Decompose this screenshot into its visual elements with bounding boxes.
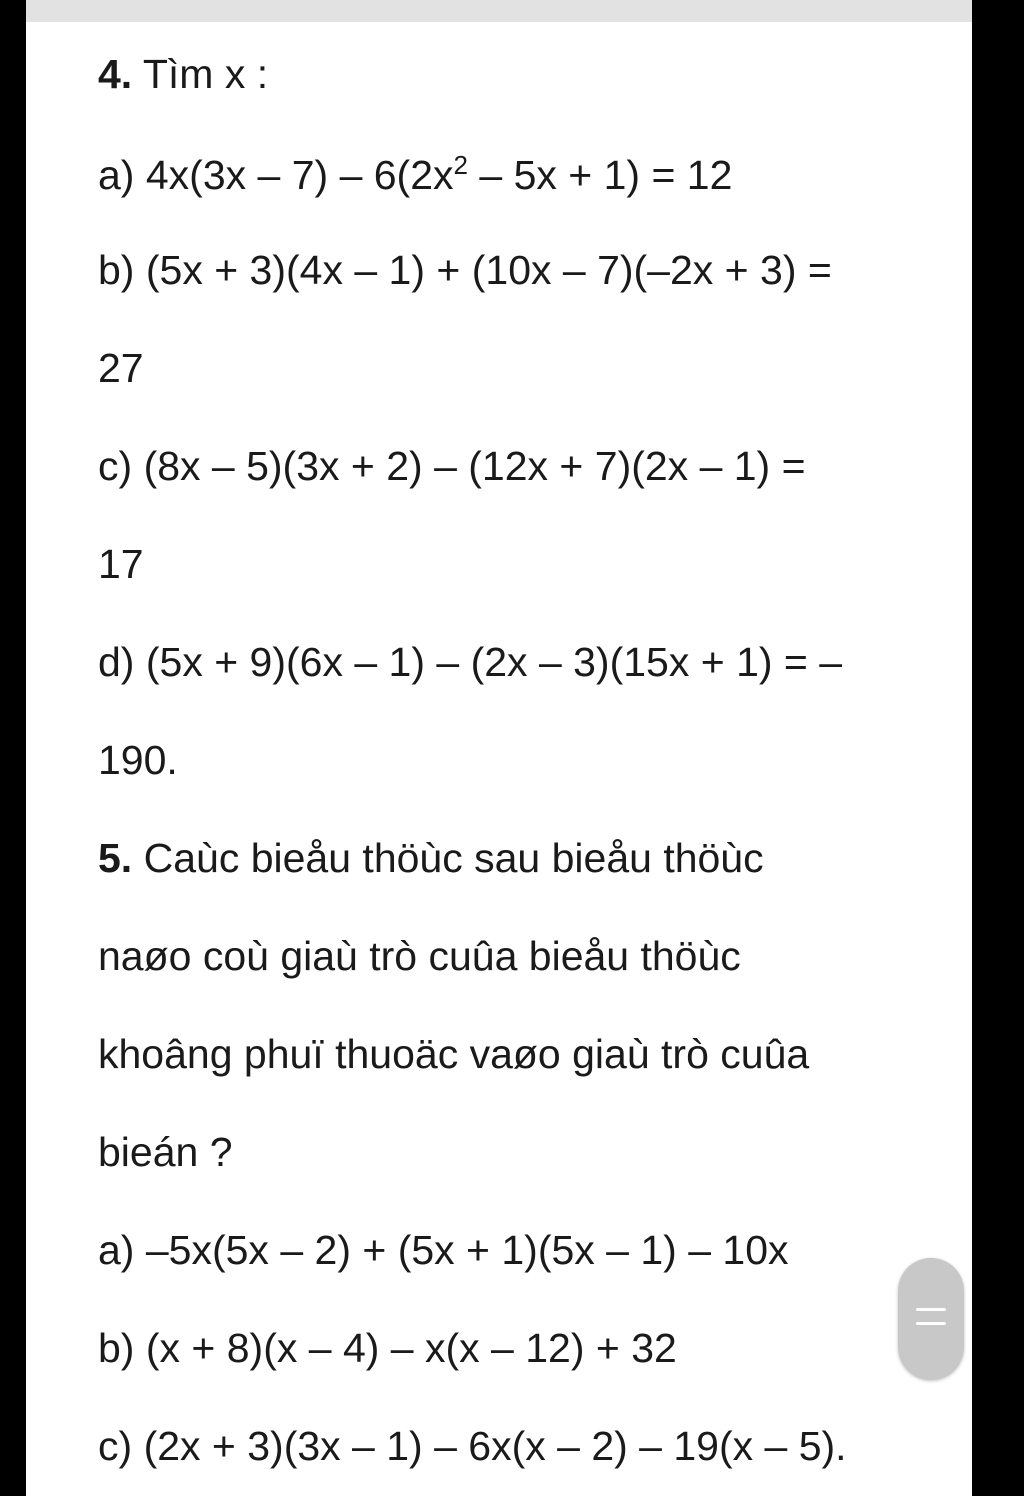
item-label: b) [98, 1325, 135, 1371]
problem5-text-line1: Caùc bieåu thöùc sau bieåu thöùc [143, 835, 764, 881]
item-label: b) [98, 247, 135, 293]
problem4-item-b [98, 247, 832, 293]
problem5-text-line2: naøo coù giaù trò cuûa bieåu thöùc [98, 933, 741, 979]
problem4-item-c-continuation: 17 [98, 541, 144, 587]
problem5-number: 5. [98, 835, 133, 881]
item-expression: $4x(3x - 7) - 6(2x^2 - 5x + 1) = 12$ [145, 150, 733, 198]
item-label: a) [98, 1227, 135, 1273]
document-page[interactable] [26, 22, 972, 1496]
problem5-text-line3: khoâng phuï thuoäc vaøo giaù trò cuûa [98, 1031, 810, 1077]
problem4-title: Tìm x : [142, 51, 269, 97]
problem5-item-b [98, 1325, 677, 1371]
item-label: c) [98, 443, 133, 489]
drag-lines-icon [916, 1322, 946, 1325]
exponent: 2 [453, 150, 468, 180]
problem4-heading [98, 51, 269, 97]
problem4-item-b-continuation: 27 [98, 345, 144, 391]
problem5-text-line4: bieán ? [98, 1129, 233, 1175]
problem4-number: 4. [98, 51, 133, 97]
problem5-item-a [98, 1227, 789, 1273]
item-expression: (8x – 5)(3x + 2) – (12x + 7)(2x – 1) = [143, 443, 806, 489]
problem5-item-c [98, 1423, 847, 1469]
problem4-item-c [98, 443, 806, 489]
item-label: a) [98, 152, 135, 198]
problem4-item-d-continuation: 190. [98, 737, 178, 783]
item-expression: –5x(5x – 2) + (5x + 1)(5x – 1) – 10x [145, 1227, 789, 1273]
drag-lines-icon [916, 1308, 946, 1311]
problem4-item-a [98, 152, 732, 196]
top-strip [26, 0, 972, 22]
item-expression: (x + 8)(x – 4) – x(x – 12) + 32 [145, 1325, 677, 1371]
item-expression: (5x + 3)(4x – 1) + (10x – 7)(–2x + 3) = [145, 247, 832, 293]
problem4-item-d [98, 639, 843, 685]
scroll-handle[interactable] [898, 1258, 964, 1380]
item-label: d) [98, 639, 135, 685]
item-expression: (2x + 3)(3x – 1) – 6x(x – 2) – 19(x – 5). [143, 1423, 847, 1469]
item-label: c) [98, 1423, 133, 1469]
item-expression: (5x + 9)(6x – 1) – (2x – 3)(15x + 1) = – [145, 639, 843, 685]
problem5-heading [98, 835, 764, 881]
